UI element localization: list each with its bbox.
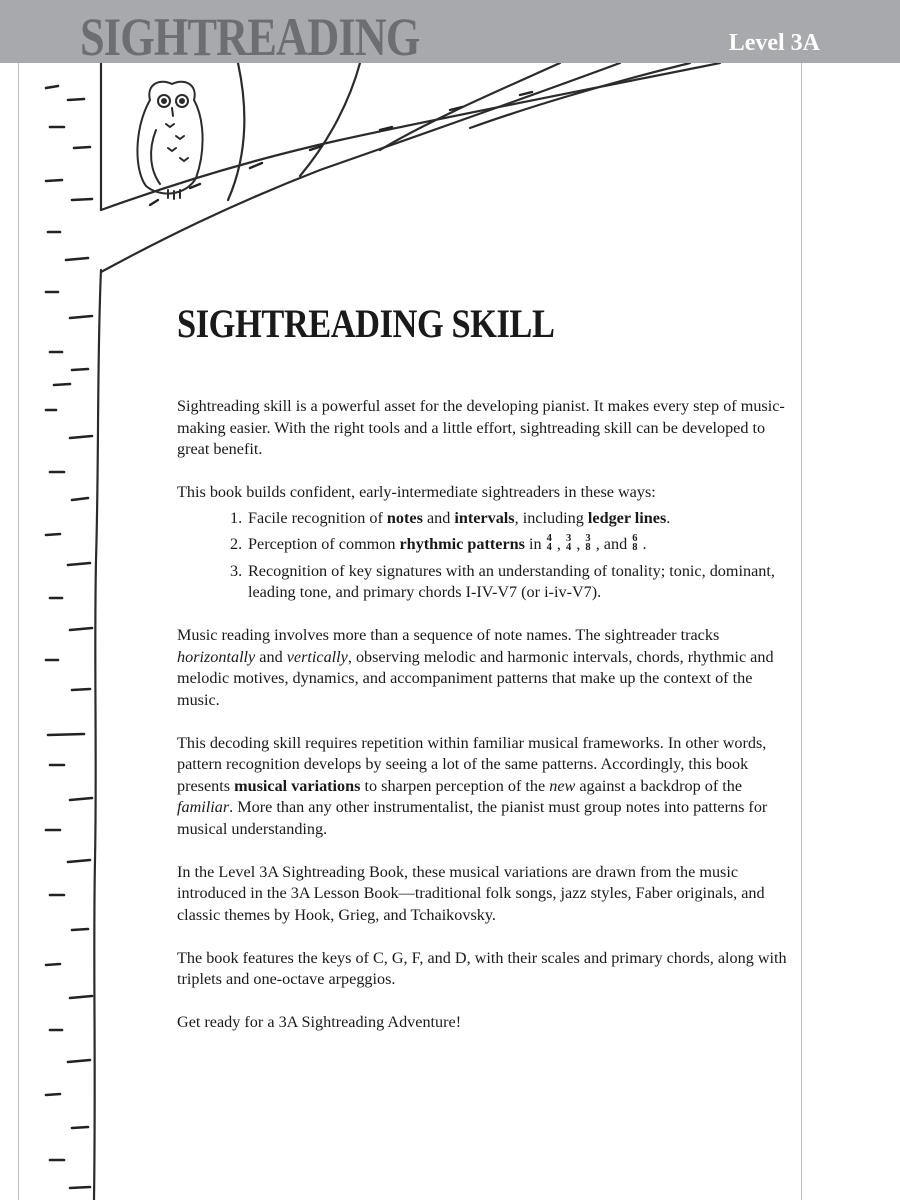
list-text: in — [524, 535, 542, 553]
list-text: , — [552, 535, 566, 553]
list-text: , — [572, 535, 585, 553]
skills-list — [177, 508, 787, 604]
list-text: Recognition of key signatures with an understanding of tonality; tonic, dominant, leading tone, and primary chords I-IV-V7 (or i-iv-V7). — [248, 561, 775, 601]
list-item — [177, 561, 787, 604]
list-text: Facile recognition of — [248, 508, 387, 527]
list-text: . — [638, 535, 647, 553]
header-band — [0, 0, 900, 67]
intro-paragraph: Sightreading skill is a powerful asset for the developing pianist. It makes every step of music-making easier. With the right tools and a little effort, sightreading skill can be developed to great benefit. — [177, 397, 785, 458]
list-number: 2. — [230, 535, 243, 553]
list-number: 1. — [230, 508, 243, 527]
list-text: , including — [514, 508, 588, 527]
paragraph-keys: The book features the keys of C, G, F, and D, with their scales and primary chords, along with triplets and one-octave arpeggios. — [177, 948, 787, 988]
list-text: . — [666, 508, 671, 527]
main-content — [177, 300, 787, 1055]
bold-term: ledger lines — [587, 508, 667, 527]
list-intro: This book builds confident, early-intermediate sightreaders in these ways: — [177, 483, 656, 501]
bold-term: intervals — [454, 508, 515, 527]
header-title: SIGHTREADING — [80, 7, 420, 67]
owl-drawing — [137, 82, 202, 199]
list-item — [177, 508, 787, 530]
list-number: 3. — [230, 561, 243, 580]
list-text: Perception of common — [248, 535, 400, 553]
closing-line: Get ready for a 3A Sightreading Adventure! — [177, 1013, 462, 1031]
time-signature: 6 8 — [632, 533, 638, 554]
bold-term: notes — [386, 508, 423, 527]
level-label: Level 3A — [728, 30, 820, 56]
time-signature: 3 4 — [566, 533, 572, 554]
list-item — [177, 534, 787, 556]
list-text: , and — [591, 535, 632, 553]
time-signature: 3 8 — [585, 533, 591, 554]
paragraph-music-reading: Music reading involves more than a sequence of note names. The sightreader tracks horizontally and vertically, observing melodic and harmonic intervals, chords, rhythmic and melodic motives, dynamics, and accompaniment patterns that make up the context of the music. — [177, 626, 774, 709]
paragraph-variations: In the Level 3A Sightreading Book, these musical variations are drawn from the music introduced in the 3A Lesson Book—traditional folk songs, jazz styles, Faber originals, and classic themes by Hook, Grieg, and Tchaikovsky. — [177, 862, 765, 924]
time-signature: 4 4 — [546, 533, 552, 554]
paragraph-decoding: This decoding skill requires repetition within familiar musical frameworks. In other words, pattern recognition develops by seeing a lot of the same patterns. Accordingly, this book presents musical variations to sharpen perception of the new against a backdrop of the familiar. More than any other instrumentalist, the pianist must group notes into patterns for musical understanding. — [177, 733, 768, 838]
list-text: and — [422, 508, 455, 527]
bold-term: rhythmic patterns — [399, 535, 525, 553]
page-title: SIGHTREADING SKILL — [177, 301, 555, 346]
